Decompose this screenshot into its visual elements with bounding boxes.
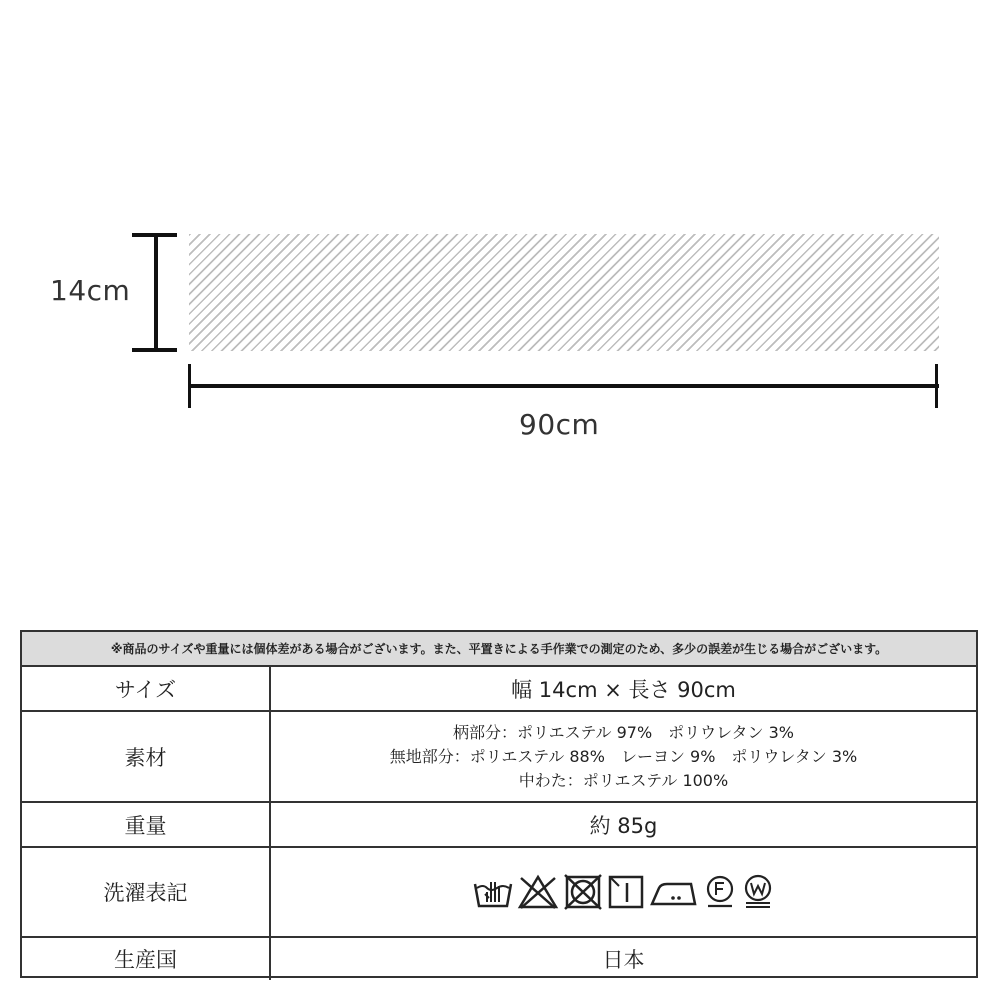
no-bleach-icon (517, 874, 559, 910)
table-row (22, 667, 976, 712)
table-row (22, 938, 976, 980)
line-dry-shade-icon (607, 874, 645, 910)
hand-wash-icon (473, 874, 513, 910)
dry-clean-f-icon (703, 874, 737, 910)
care-label: 洗濯表記 (22, 848, 271, 936)
weight-value: 約 85g (589, 813, 658, 838)
width-label: 90cm (519, 408, 600, 441)
care-value (271, 848, 976, 936)
material-line: 無地部分：ポリエステル 88% レーヨン 9% ポリウレタン 3% (389, 746, 858, 766)
height-label: 14cm (50, 274, 131, 307)
width-dimension-cap-right (935, 364, 938, 408)
spec-table (20, 630, 978, 978)
table-row (22, 848, 976, 938)
material-line: 中わた：ポリエステル 100% (518, 770, 729, 790)
care-icons (473, 874, 775, 910)
no-tumble-dry-icon (563, 874, 603, 910)
material-line: 柄部分：ポリエステル 97% ポリウレタン 3% (452, 722, 795, 742)
height-dimension-cap-bottom (132, 348, 177, 352)
material-label: 素材 (22, 712, 271, 801)
table-row (22, 803, 976, 848)
product-shape (189, 234, 939, 351)
height-dimension-line (154, 234, 158, 351)
width-dimension-cap-left (188, 364, 191, 408)
measurement-notice: ※商品のサイズや重量には個体差がある場合がございます。また、平置きによる手作業での測定のため、多少の誤差が生じる場合がございます。 (22, 632, 976, 667)
size-label: サイズ (22, 667, 271, 710)
wet-clean-w-icon (741, 874, 775, 910)
origin-label: 生産国 (22, 938, 271, 980)
iron-low-icon (649, 874, 699, 910)
weight-label: 重量 (22, 803, 271, 846)
material-value (271, 712, 976, 801)
size-value: 幅 14cm × 長さ 90cm (511, 677, 736, 702)
table-row (22, 712, 976, 803)
origin-value: 日本 (602, 948, 645, 972)
height-dimension-cap-top (132, 233, 177, 237)
width-dimension-line (189, 384, 939, 388)
